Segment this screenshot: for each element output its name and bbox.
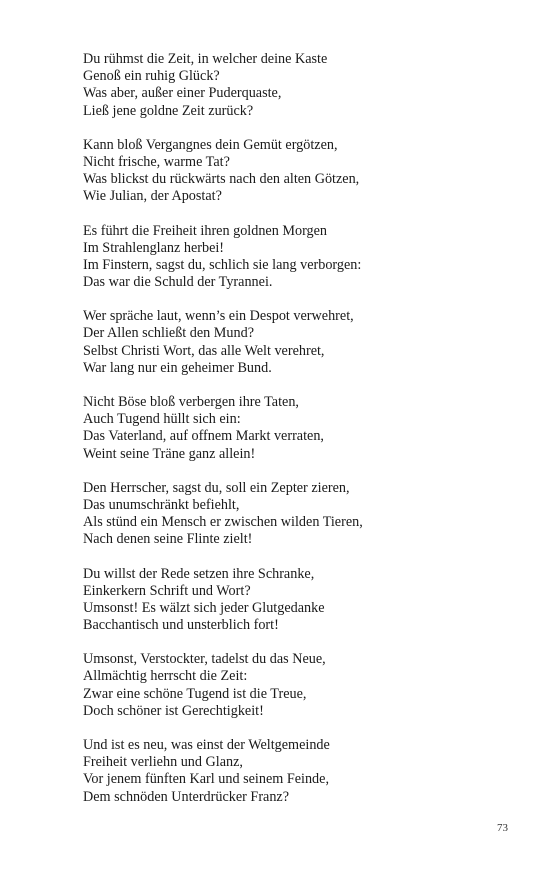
poem-line: Zwar eine schöne Tugend ist die Treue, [83, 685, 307, 702]
stanza-4 [83, 308, 503, 377]
poem-line: Nicht frische, warme Tat? [83, 153, 230, 170]
poem-line: Dem schnöden Unterdrücker Franz? [83, 788, 290, 805]
poem-line: Als stünd ein Mensch er zwischen wilden Tieren, [83, 514, 363, 531]
poem-line: Freiheit verliehn und Glanz, [83, 754, 243, 771]
poem-line: War lang nur ein geheimer Bund. [83, 359, 272, 376]
poem-line: Einkerkern Schrift und Wort? [83, 582, 251, 599]
poem-line: Im Strahlenglanz herbei! [83, 239, 225, 256]
poem-line: Was aber, außer einer Puderquaste, [83, 85, 282, 102]
stanza-5 [83, 394, 503, 463]
poem-line: Das Vaterland, auf offnem Markt verraten, [83, 428, 324, 445]
poem-line: Allmächtig herrscht die Zeit: [83, 668, 248, 685]
poem-line: Selbst Christi Wort, das alle Welt verehret, [83, 342, 325, 359]
poem-line: Vor jenem fünften Karl und seinem Feinde, [83, 771, 329, 788]
stanza-2 [83, 137, 503, 206]
poem-line: Du willst der Rede setzen ihre Schranke, [83, 565, 315, 582]
stanza-3 [83, 223, 503, 292]
poem-line: Das unumschränkt befiehlt, [83, 496, 240, 513]
stanza-6 [83, 480, 503, 549]
poem-line: Den Herrscher, sagst du, soll ein Zepter zieren, [83, 479, 350, 496]
poem-line: Im Finstern, sagst du, schlich sie lang verborgen: [83, 256, 362, 273]
poem-line: Was blickst du rückwärts nach den alten Götzen, [83, 171, 360, 188]
poem-line: Kann bloß Vergangnes dein Gemüt ergötzen, [83, 136, 338, 153]
stanza-9 [83, 737, 503, 806]
poem-line: Bacchantisch und unsterblich fort! [83, 617, 279, 634]
poem-line: Ließ jene goldne Zeit zurück? [83, 102, 254, 119]
poem-line: Nicht Böse bloß verbergen ihre Taten, [83, 394, 299, 410]
poem-line: Und ist es neu, was einst der Weltgemeinde [83, 737, 330, 753]
poem-line: Du rühmst die Zeit, in welcher deine Kaste [83, 51, 328, 67]
stanza-7 [83, 566, 503, 635]
poem-line: Wie Julian, der Apostat? [83, 188, 222, 205]
poem-line: Wer spräche laut, wenn’s ein Despot verwehret, [83, 308, 354, 325]
stanza-1 [83, 51, 503, 120]
poem-line: Doch schöner ist Gerechtigkeit! [83, 702, 264, 719]
poem-line: Genoß ein ruhig Glück? [83, 68, 220, 85]
poem-line: Nach denen seine Flinte zielt! [83, 531, 253, 548]
poem-text [83, 51, 503, 823]
poem-line: Umsonst! Es wälzt sich jeder Glutgedanke [83, 599, 325, 616]
poem-line: Auch Tugend hüllt sich ein: [83, 411, 241, 428]
poem-line: Der Allen schließt den Mund? [83, 325, 254, 342]
poem-line: Das war die Schuld der Tyrannei. [83, 274, 273, 291]
page-number: 73 [497, 822, 508, 834]
stanza-8 [83, 651, 503, 720]
poem-line: Es führt die Freiheit ihren goldnen Morgen [83, 222, 328, 239]
poem-line: Umsonst, Verstockter, tadelst du das Neue, [83, 651, 326, 668]
poem-line: Weint seine Träne ganz allein! [83, 445, 256, 462]
